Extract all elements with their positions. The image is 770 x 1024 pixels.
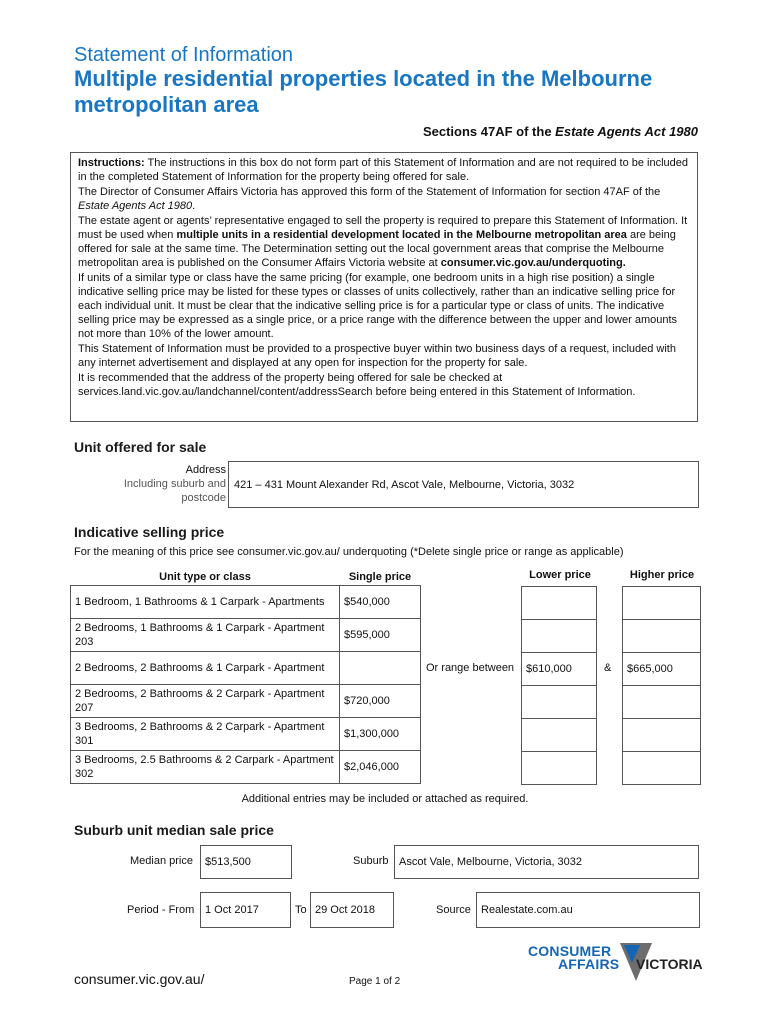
table-row xyxy=(71,751,421,784)
higher-price-field[interactable] xyxy=(622,586,701,620)
instructions-p4: If units of a similar type or class have the same pricing (for example, one bedroom units in a high rise position) a single indicative selling price may be listed for these types or classes of units collectively, rather than an indicative selling price for each individual unit. It must be clear that the indicative selling price is for a particular type or class of units. The indicative selling price may be expressed as a single price, or a price range with the difference between the upper and lower amounts not more than 10% of the lower amount. xyxy=(78,272,678,340)
table-row xyxy=(71,718,421,751)
col-unit-type: Unit type or class xyxy=(159,570,251,583)
single-price-cell[interactable]: $2,046,000 xyxy=(340,751,421,784)
unit-type-cell[interactable]: 2 Bedrooms, 1 Bathrooms & 1 Carpark - Apartment 203 xyxy=(71,619,340,652)
source-field[interactable]: Realestate.com.au xyxy=(476,892,700,928)
unit-type-cell[interactable]: 3 Bedrooms, 2.5 Bathrooms & 2 Carpark - Apartment 302 xyxy=(71,751,340,784)
period-to-field[interactable]: 29 Oct 2018 xyxy=(310,892,394,928)
lower-price-field[interactable]: $610,000 xyxy=(521,652,597,686)
statement-label: Statement of Information xyxy=(74,44,294,66)
ampersand-label: & xyxy=(604,662,612,674)
instructions-p5: This Statement of Information must be provided to a prospective buyer within two business days of a request, included with any internet advertisement and displayed at any open for inspection for the property for sale. xyxy=(78,343,676,369)
suburb-field[interactable]: Ascot Vale, Melbourne, Victoria, 3032 xyxy=(394,845,699,879)
instructions-p2: The Director of Consumer Affairs Victoria has approved this form of the Statement of Information for section 47AF of the Estate Agents Act 1980. xyxy=(78,186,661,212)
meaning-note: For the meaning of this price see consumer.vic.gov.au/ underquoting (*Delete single price or range as applicable) xyxy=(74,546,624,558)
logo-affairs-text: AFFAIRS xyxy=(558,956,620,972)
single-price-cell[interactable]: $1,300,000 xyxy=(340,718,421,751)
unit-offered-heading: Unit offered for sale xyxy=(74,439,207,455)
period-to-label: To xyxy=(295,904,307,916)
unit-price-table xyxy=(70,568,421,784)
instructions-p6: It is recommended that the address of the property being offered for sale be checked at services.land.vic.gov.au/landchannel/content/addressSearch before being entered in this Statement of Information. xyxy=(78,372,636,398)
table-row xyxy=(71,652,421,685)
source-label: Source xyxy=(436,904,471,916)
col-higher-price: Higher price xyxy=(629,569,695,581)
col-lower-price: Lower price xyxy=(529,569,591,581)
lower-price-field[interactable] xyxy=(521,619,597,653)
col-single-price: Single price xyxy=(348,570,412,583)
instructions-p3: The estate agent or agents’ representative engaged to sell the property is required to prepare this Statement of Information. It must be used when multiple units in a residential development located in the Melbourne metropolitan area are being offered for sale at the same time. The Determination setting out the local government areas that comprise the Melbourne metropolitan area is published on the Consumer Affairs Victoria website at consumer.vic.gov.au/underquoting. xyxy=(78,215,688,269)
lower-price-field[interactable] xyxy=(521,685,597,719)
median-price-label: Median price xyxy=(130,855,193,867)
unit-type-cell[interactable]: 3 Bedrooms, 2 Bathrooms & 2 Carpark - Apartment 301 xyxy=(71,718,340,751)
table-row xyxy=(71,586,421,619)
median-price-field[interactable]: $513,500 xyxy=(200,845,292,879)
table-row xyxy=(71,619,421,652)
instructions-p1: Instructions: The instructions in this box do not form part of this Statement of Information and are not required to be included in the completed Statement of Information for the property being offered for sale. xyxy=(78,157,689,183)
logo-consumer-text: CONSUMER xyxy=(528,943,612,959)
lower-price-field[interactable] xyxy=(521,751,597,785)
instructions-box xyxy=(70,152,698,422)
page-title: Multiple residential properties located in the Melbourne metropolitan area xyxy=(74,66,653,117)
page-number: Page 1 of 2 xyxy=(349,976,401,987)
higher-price-field[interactable]: $665,000 xyxy=(622,652,701,686)
logo-victoria-text: VICTORIA xyxy=(636,956,703,972)
or-range-label: Or range between xyxy=(426,662,515,674)
single-price-cell[interactable]: $595,000 xyxy=(340,619,421,652)
sections-reference: Sections 47AF of the Estate Agents Act 1980 xyxy=(422,124,698,139)
single-price-cell[interactable]: $540,000 xyxy=(340,586,421,619)
single-price-cell[interactable] xyxy=(340,652,421,685)
median-heading: Suburb unit median sale price xyxy=(74,822,274,838)
higher-price-field[interactable] xyxy=(622,718,701,752)
period-from-field[interactable]: 1 Oct 2017 xyxy=(200,892,291,928)
higher-price-field[interactable] xyxy=(622,685,701,719)
address-label: Address Including suburb and postcode xyxy=(123,464,226,504)
higher-price-field[interactable] xyxy=(622,619,701,653)
footer-url[interactable]: consumer.vic.gov.au/ xyxy=(74,971,205,987)
higher-price-field[interactable] xyxy=(622,751,701,785)
unit-type-cell[interactable]: 2 Bedrooms, 2 Bathrooms & 1 Carpark - Apartment xyxy=(71,652,340,685)
unit-type-cell[interactable]: 2 Bedrooms, 2 Bathrooms & 2 Carpark - Apartment 207 xyxy=(71,685,340,718)
table-row xyxy=(71,685,421,718)
lower-price-field[interactable] xyxy=(521,718,597,752)
additional-entries-note: Additional entries may be included or attached as required. xyxy=(241,793,529,805)
period-from-label: Period - From xyxy=(127,904,195,916)
single-price-cell[interactable]: $720,000 xyxy=(340,685,421,718)
consumer-affairs-victoria-logo xyxy=(528,941,703,987)
indicative-price-heading: Indicative selling price xyxy=(74,524,225,540)
lower-price-field[interactable] xyxy=(521,586,597,620)
unit-type-cell[interactable]: 1 Bedroom, 1 Bathrooms & 1 Carpark - Apartments xyxy=(71,586,340,619)
address-field[interactable]: 421 – 431 Mount Alexander Rd, Ascot Vale, Melbourne, Victoria, 3032 xyxy=(228,461,699,508)
suburb-label: Suburb xyxy=(353,855,389,867)
